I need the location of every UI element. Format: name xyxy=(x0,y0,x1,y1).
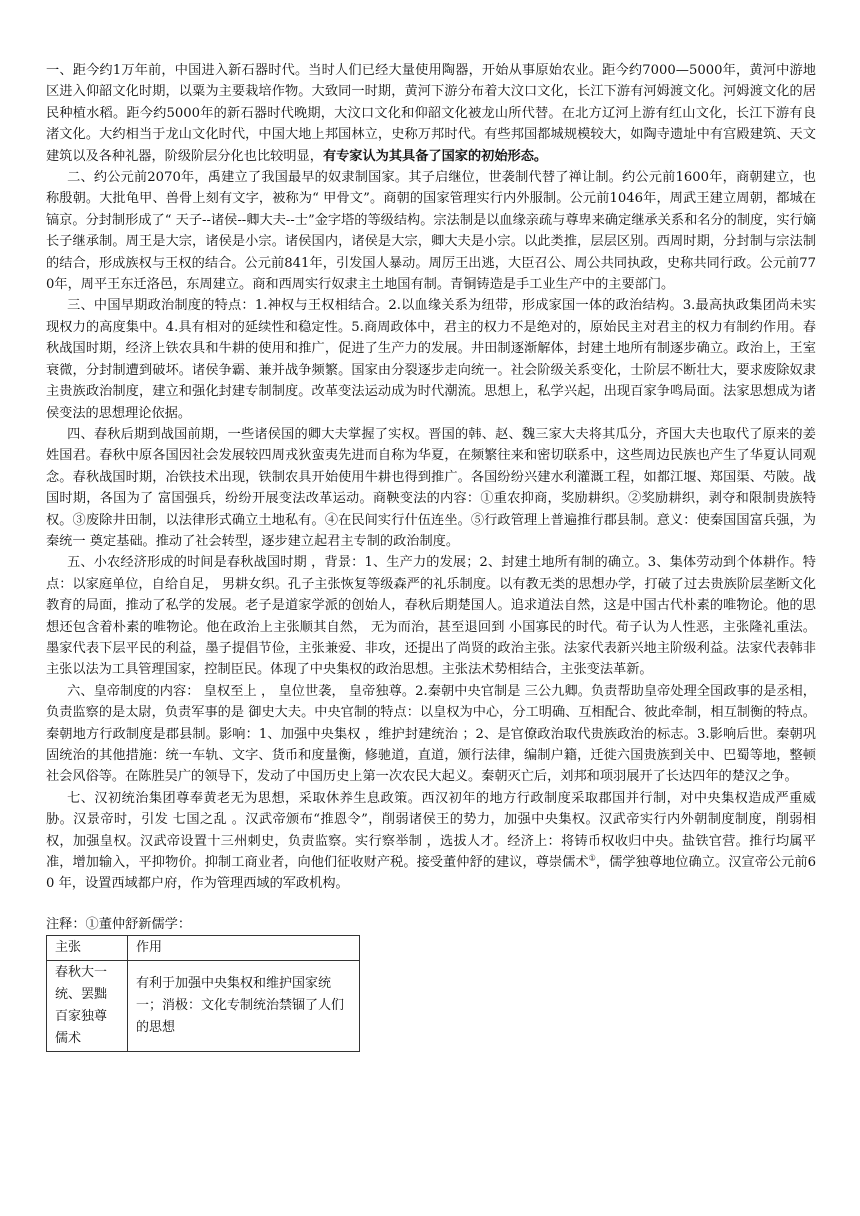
note-header-claim: 主张 xyxy=(47,935,128,960)
note-table-row xyxy=(47,960,360,1051)
footnote-marker: ① xyxy=(588,853,596,863)
note-header-effect: 作用 xyxy=(128,935,360,960)
paragraph-7 xyxy=(46,788,816,895)
paragraph-1 xyxy=(46,60,816,167)
paragraph-7-tail: ，儒学独尊地位确立。汉宣帝公元前60 年，设置西域都户府，作为管理西域的军政机构。 xyxy=(46,855,817,892)
paragraph-7-text: 七、汉初统治集团尊奉黄老无为思想，采取休养生息政策。西汉初年的地方行政制度采取郡国并行制，对中央集权造成严重威胁。汉景帝时，引发 七国之乱 。汉武帝颁布“推恩令”，削弱诸侯王的势力，加强中央集权。汉武帝实行内外朝制度制度，削弱相权，加强皇权。汉武帝设置十三州刺史，负责监察。实行察举制 ，选拔人才。经济上：将铸币权收归中央。盐铁官营。推行均属平准，增加输入，平抑物价。抑制工商业者，向他们征收财产税。接受董仲舒的建议，尊崇儒术 xyxy=(46,790,816,871)
paragraph-1-text: 一、距今约1万年前，中国进入新石器时代。当时人们已经大量使用陶器，开始从事原始农业。距今约7000—5000年，黄河中游地区进入仰韶文化时期，以粟为主要栽培作物。大致同一时期，黄河下游分布着大汶口文化，长江下游有河姆渡文化。河姆渡文化的居民种植水稻。距今约5000年的新石器时代晚期，大汶口文化和仰韶文化被龙山所代替。在北方辽河上游有红山文化，长江下游有良渚文化。大约相当于龙山文化时代，中国大地上邦国林立，史称万邦时代。有些邦国都城规模较大，如陶寺遗址中有宫殿建筑、天文建筑以及各种礼器，阶级阶层分化也比较明显， xyxy=(46,63,816,164)
paragraph-2: 二、约公元前2070年，禹建立了我国最早的奴隶制国家。其子启继位，世袭制代替了禅让制。约公元前1600年，商朝建立，也称殷朝。大批龟甲、兽骨上刻有文字，被称为“ 甲骨文”。商朝的国家管理实行内外服制。公元前1046年，周武王建立周朝，都城在镐京。分封制形成了“ 天子--诸侯--卿大夫--士”金字塔的等级结构。宗法制是以血缘亲疏与尊卑来确定继承关系和名分的制度，实行嫡长子继承制。周王是大宗，诸侯是小宗。诸侯国内，诸侯是大宗，卿大夫是小宗。以此类推，层层区别。西周时期，分封制与宗法制的结合，形成族权与王权的结合。公元前841年，引发国人暴动。周厉王出逃，大臣召公、周公共同执政，史称共同行政。公元前770年，周平王东迁洛邑，东周建立。商和西周实行奴隶主土地国有制。青铜铸造是手工业生产中的主要部门。 xyxy=(46,170,816,293)
paragraph-5: 五、小农经济形成的时间是春秋战国时期 ，背景：1、生产力的发展；2、封建土地所有制的确立。3、集体劳动到个体耕作。特点：以家庭单位，自给自足， 男耕女织。孔子主张恢复等级森严的礼乐制度。以有教无类的思想办学，打破了过去贵族阶层垄断文化教育的局面，推动了私学的发展。老子是道家学派的创始人，春秋后期楚国人。追求道法自然，这是中国古代朴素的唯物论。他的思想还包含着朴素的唯物论。他在政治上主张顺其自然， 无为而治，甚至退回到 小国寡民的时代。荀子认为人性恶，主张隆礼重法。墨家代表下层平民的利益，墨子提倡节俭，主张兼爱、非攻，还提出了尚贤的政治主张。法家代表新兴地主阶级利益。法家代表韩非主张以法为工具管理国家，控制臣民。体现了中央集权的政治思想。主张法术势相结合，主张变法革新。 xyxy=(46,555,816,678)
note-cell-effect: 有利于加强中央集权和维护国家统一；消极：文化专制统治禁锢了人们的思想 xyxy=(128,960,360,1051)
paragraph-1-bold-text: 有专家认为其具备了国家的初始形态。 xyxy=(322,148,548,164)
note-title: 注释：①董仲舒新儒学： xyxy=(46,916,192,932)
paragraph-4: 四、春秋后期到战国前期，一些诸侯国的卿大夫掌握了实权。晋国的韩、赵、魏三家大夫将其瓜分，齐国大夫也取代了原来的姜姓国君。春秋中原各国因社会发展较四周戎狄蛮夷先进而自称为华夏，在频繁往来和密切联系中，这些周边民族也产生了华夏认同观念。春秋战国时期，冶铁技术出现，铁制农具开始使用牛耕也得到推广。各国纷纷兴建水利灌溉工程，如都江堰、郑国渠、芍陂。战国时期，各国为了 富国强兵，纷纷开展变法改革运动。商鞅变法的内容：①重农抑商，奖励耕织。②奖励耕织，剥夺和限制贵族特权。③废除井田制，以法律形式确立土地私有。④在民间实行什伍连坐。⑤行政管理上普遍推行郡县制。意义：使秦国国富兵强，为秦统一 奠定基础。推动了社会转型，逐步建立起君主专制的政治制度。 xyxy=(46,426,816,549)
note-table xyxy=(46,935,360,1052)
paragraph-6: 六、皇帝制度的内容： 皇权至上 ， 皇位世袭， 皇帝独尊。2.秦朝中央官制是 三公九卿。负责帮助皇帝处理全国政事的是丞相，负责监察的是太尉，负责军事的是 御史大夫。中央官制的特点：以皇权为中心，分工明确、互相配合、彼此牵制，相互制衡的特点。秦朝地方行政制度是郡县制。影响：1、加强中央集权 ，维护封建统治 ；2、是官僚政治取代贵族政治的标志。3.影响后世。秦朝巩固统治的其他措施：统一车轨、文字、货币和度量衡，修驰道，直道，颁行法律，编制户籍，迁徙六国贵族到关中、巴蜀等地，整顿社会风俗等。在陈胜吴广的领导下，发动了中国历史上第一次农民大起义。秦朝灭亡后，刘邦和项羽展开了长达四年的楚汉之争。 xyxy=(46,683,816,785)
document-page xyxy=(46,60,816,1052)
note-table-header-row xyxy=(47,935,360,960)
paragraph-3: 三、中国早期政治制度的特点：1.神权与王权相结合。2.以血缘关系为纽带，形成家国一体的政治结构。3.最高执政集团尚未实现权力的高度集中。4.具有相对的延续性和稳定性。5.商周政体中，君主的权力不是绝对的，原始民主对君主的权力有制约作用。春秋战国时期，经济上铁农具和牛耕的使用和推广，促进了生产力的发展。井田制逐渐解体，封建土地所有制逐步确立。政治上，王室衰微，分封制遭到破坏。诸侯争霸、兼并战争频繁。国家由分裂逐步走向统一。社会阶级关系变化，士阶层不断壮大，要求废除奴隶主贵族政治制度，建立和强化封建专制制度。改革变法运动成为时代潮流。思想上，私学兴起，出现百家争鸣局面。法家思想成为诸侯变法的思想理论依据。 xyxy=(46,298,816,421)
note-cell-claim: 春秋大一统、罢黜百家独尊儒术 xyxy=(47,960,128,1051)
